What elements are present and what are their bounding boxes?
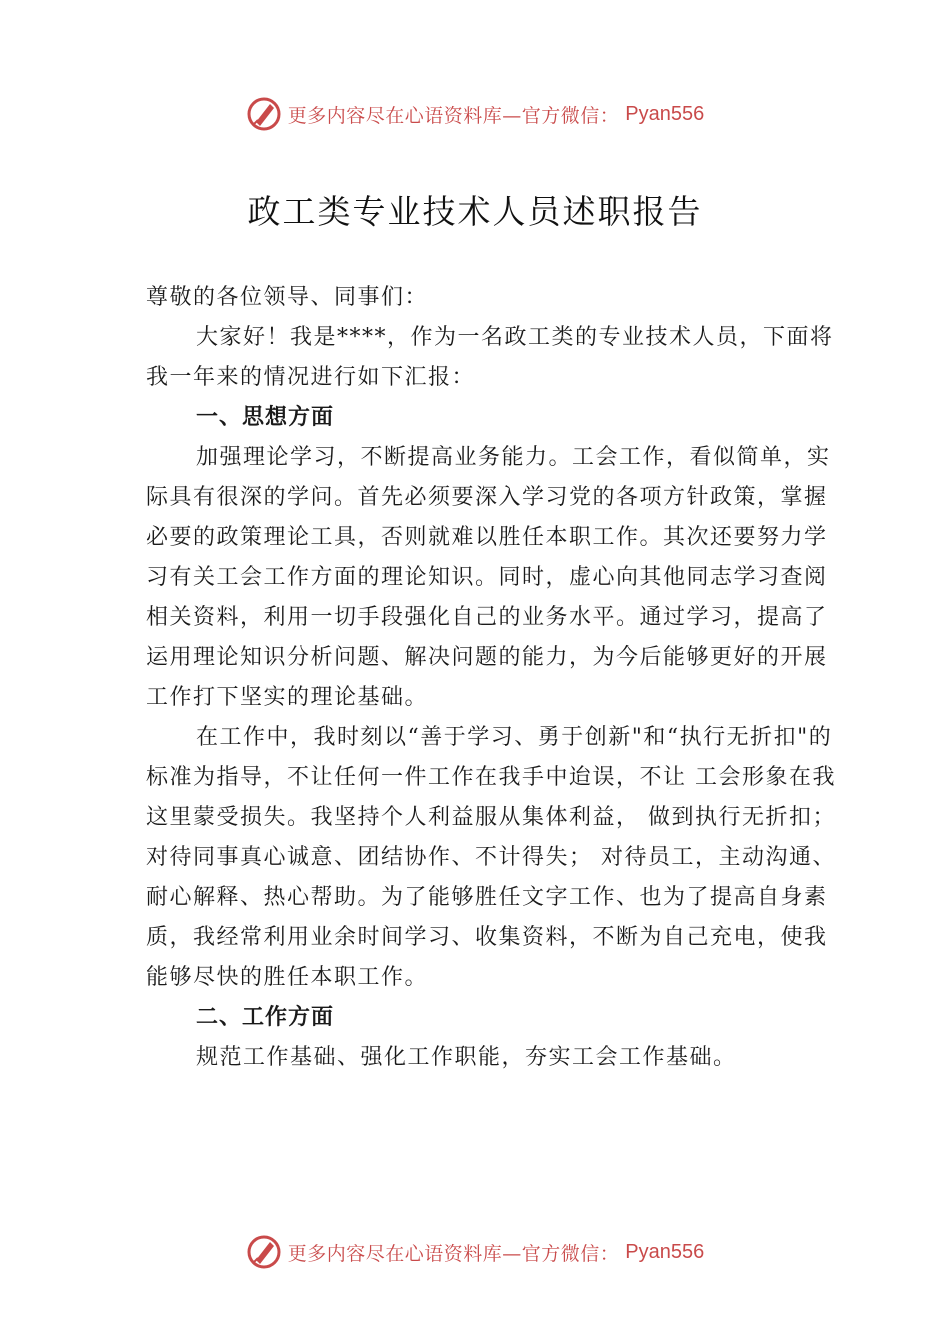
pen-logo-icon bbox=[246, 1234, 282, 1270]
document-body bbox=[146, 278, 846, 1078]
intro-paragraph: 大家好！我是****，作为一名政工类的专业技术人员，下面将我一年来的情况进行如下汇报： bbox=[146, 325, 834, 390]
header-banner bbox=[0, 94, 950, 134]
banner-wechat-id: Pyan556 bbox=[625, 102, 705, 125]
section-heading-1: 一、思想方面 bbox=[196, 405, 335, 430]
pen-logo-icon bbox=[246, 96, 282, 132]
paragraph-3: 规范工作基础、强化工作职能，夯实工会工作基础。 bbox=[196, 1045, 737, 1070]
footer-banner bbox=[0, 1232, 950, 1272]
paragraph-1: 加强理论学习，不断提高业务能力。工会工作，看似简单，实际具有很深的学问。首先必须要深入学习党的各项方针政策，掌握必要的政策理论工具，否则就难以胜任本职工作。其次还要努力学习有关工会工作方面的理论知识。同时，虚心向其他同志学习查阅相关资料，利用一切手段强化自己的业务水平。通过学习，提高了运用理论知识分析问题、解决问题的能力，为今后能够更好的开展工作打下坚实的理论基础。 bbox=[146, 445, 831, 710]
banner-text: 更多内容尽在心语资料库—官方微信： bbox=[287, 1242, 620, 1265]
document-title: 政工类专业技术人员述职报告 bbox=[247, 192, 703, 231]
banner-text: 更多内容尽在心语资料库—官方微信： bbox=[287, 104, 620, 127]
banner-wechat-id: Pyan556 bbox=[625, 1240, 705, 1263]
salutation: 尊敬的各位领导、同事们： bbox=[146, 285, 429, 310]
section-heading-2: 二、工作方面 bbox=[196, 1005, 335, 1030]
paragraph-2: 在工作中，我时刻以“善于学习、勇于创新"和“执行无折扣"的标准为指导，不让任何一件工作在我手中迨误，不让 工会形象在我这里蒙受损失。我坚持个人利益服从集体利益， 做到执行无折扣；对待同事真心诚意、团结协作、不计得失； 对待员工，主动沟通、耐心解释、热心帮助。为了能够胜任文字工作、也为了提高自身素质，我经常利用业余时间学习、收集资料，不断为自己充电，使我能够尽快的胜任本职工作。 bbox=[146, 725, 836, 990]
